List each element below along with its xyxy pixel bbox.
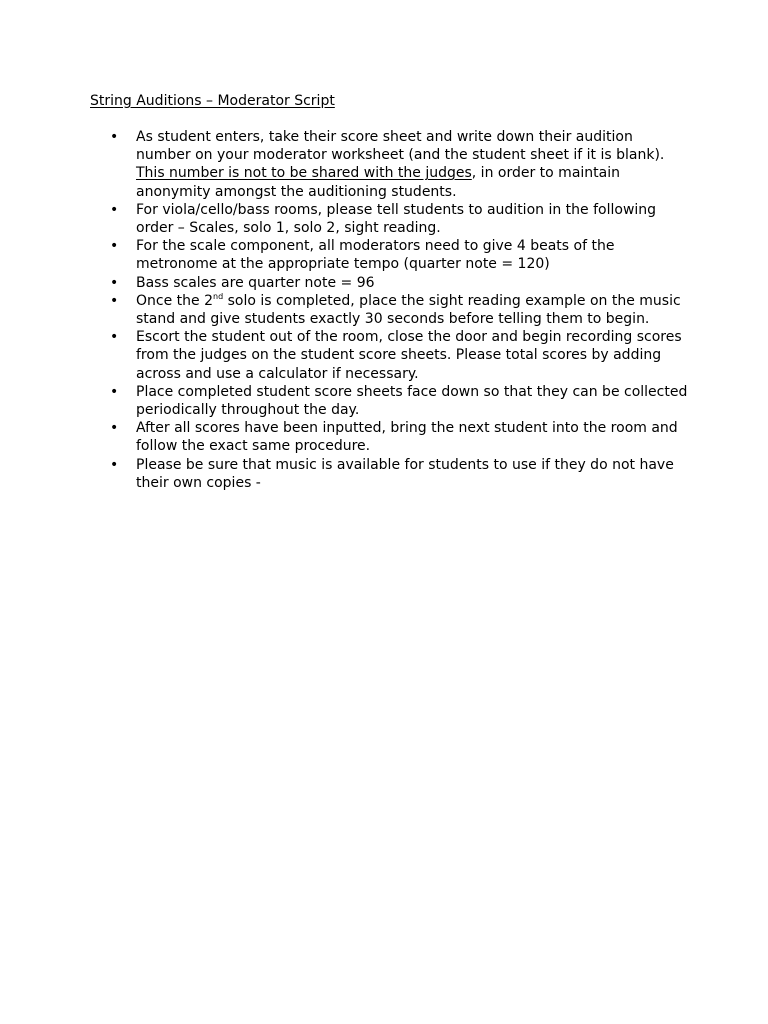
- list-item: [90, 456, 690, 492]
- bullet-icon: •: [110, 329, 119, 346]
- bullet-icon: •: [110, 201, 119, 218]
- ordinal-superscript: nd: [213, 291, 224, 301]
- item-text: Bass scales are quarter note = 96: [136, 274, 375, 291]
- document-title: String Auditions – Moderator Script: [90, 93, 335, 109]
- item-text: For the scale component, all moderators need to give 4 beats of the metronome at the appropriate tempo (quarter note = 120): [136, 238, 615, 273]
- item-text: Place completed student score sheets face down so that they can be collected periodically throughout the day.: [136, 383, 688, 419]
- instruction-list: [90, 128, 690, 492]
- bullet-icon: •: [110, 292, 119, 309]
- bullet-icon: •: [110, 274, 119, 291]
- bullet-icon: •: [110, 420, 119, 437]
- item-text: , in order to maintain anonymity amongst the auditioning students.: [136, 165, 620, 200]
- item-underlined-text: This number is not to be shared with the judges: [136, 165, 472, 182]
- item-text: For viola/cello/bass rooms, please tell students to audition in the following order – Scales, solo 1, solo 2, sight reading.: [136, 201, 657, 237]
- bullet-icon: •: [110, 383, 119, 400]
- list-item: [90, 328, 690, 383]
- bullet-icon: •: [110, 129, 119, 145]
- item-text: After all scores have been inputted, bring the next student into the room and follow the exact same procedure.: [136, 420, 678, 455]
- item-text: Escort the student out of the room, close the door and begin recording scores from the judges on the student score sheets. Please total scores by adding across and use a calculator if necessary.: [136, 329, 682, 382]
- bullet-icon: •: [110, 456, 119, 473]
- item-text: solo is completed, place the sight reading example on the music stand and give students exactly 30 seconds before telling them to begin.: [136, 292, 681, 328]
- list-item: [90, 237, 690, 273]
- bullet-icon: •: [110, 238, 119, 255]
- item-text: As student enters, take their score sheet and write down their audition number on your moderator worksheet (and the student sheet if it is blank).: [136, 129, 665, 164]
- item-text: Please be sure that music is available for students to use if they do not have their own copies -: [136, 456, 674, 491]
- list-item: [90, 419, 690, 455]
- list-item: [90, 292, 690, 328]
- item-text: Once the 2: [136, 292, 213, 309]
- list-item: [90, 383, 690, 419]
- list-item: [90, 274, 690, 292]
- list-item: [90, 128, 690, 201]
- list-item: [90, 201, 690, 237]
